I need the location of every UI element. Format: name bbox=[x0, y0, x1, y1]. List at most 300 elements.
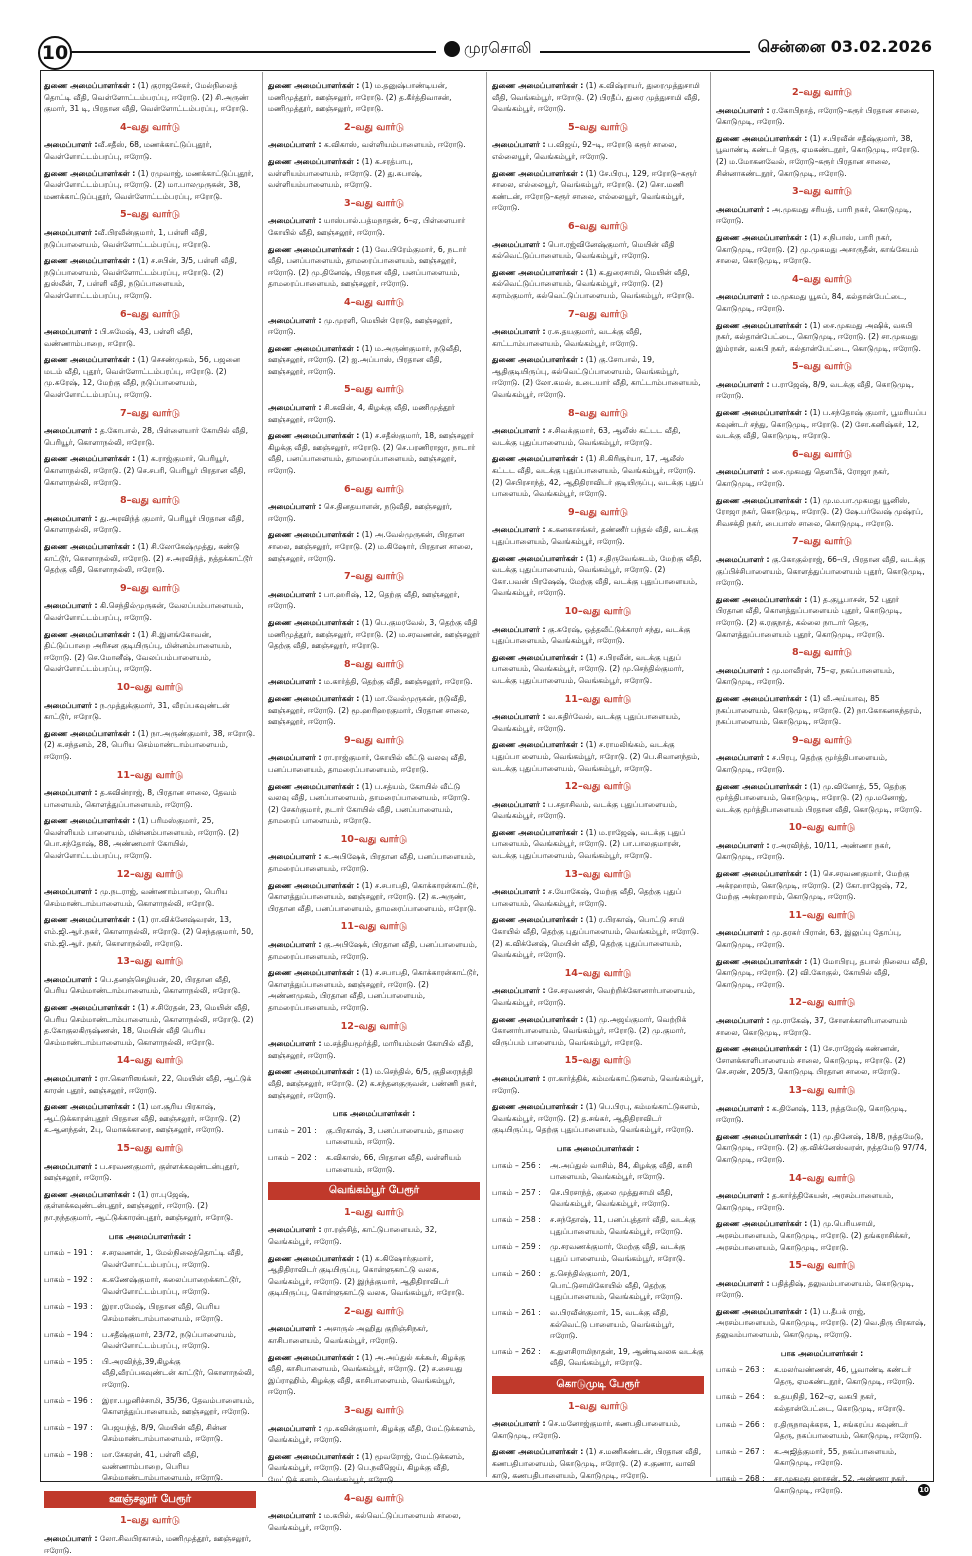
ward-heading: 10–வது வார்டு bbox=[788, 822, 856, 834]
role-label: துணை அமைப்பாளர்கள் : bbox=[716, 781, 808, 791]
member-entry bbox=[44, 1073, 256, 1096]
role-label: துணை அமைப்பாளர்கள் : bbox=[492, 553, 584, 563]
booth-address: பி.அரவிந்த்,39,கிழக்கு வீதி,வீரப்பகவுண்டன் காட்டூர், கொளாநல்லி, ஈரோடு. bbox=[102, 1356, 255, 1390]
member-details: (1) செசண்முகம், 56, பஜனை மடம் வீதி, புதூர், வெள்ளோட்டம்பரப்பு, ஈரோடு. (2) மு.சுரேஷ், 12, மேற்கு வீதி, நடுப்பாளையம், வெள்ளோட்டம்பரப்பு, ஈரோடு. bbox=[44, 355, 241, 400]
member-details: (1) ப.சந்தோஷ் குமார், பூமரியப்ப கவுண்டர் சந்து, கொடுமுடி, ஈரோடு. (2) சோ.கனிஷ்கர், 12, வடக்கு வீதி, கொடுமுடி, ஈரோடு. bbox=[716, 408, 927, 441]
role-label: அமைப்பாளர் : bbox=[716, 840, 770, 850]
booth-subheading: பாக அமைப்பாளர்கள் : bbox=[332, 1109, 416, 1119]
booth-entry bbox=[492, 1346, 704, 1369]
booth-address: க.கணேஷ்குமார், கலைப்பாறைக்காட்டூர், வெள்ளோட்டம்பரப்பு, ஈரோடு. bbox=[102, 1275, 242, 1296]
ward-heading: 6–வது வார்டு bbox=[791, 448, 853, 460]
masthead-logo bbox=[436, 39, 540, 59]
column-3 bbox=[492, 80, 704, 1480]
member-details: ப.ராஜேஷ், 8/9, வடக்கு வீதி, கொடுமுடி, ஈரோடு. bbox=[716, 379, 914, 401]
member-details: (1) சி.கிரிசூர்யா, 17, ஆலீஸ் கட்டட வீதி, வடக்கு புதுப்பாளையம், வெங்கம்பூர், ஈரோடு. (2) செபிரசாந்த், 42, ஆதிதிராவிடர் குடியிருப்பு, வடக்கு புதுப் பாளையம், வெங்கம்பூர், ஈரோடு. bbox=[492, 454, 704, 499]
ward-heading: 13–வது வார்டு bbox=[788, 1084, 856, 1096]
member-entry bbox=[44, 886, 256, 909]
role-label: அமைப்பாளர் : bbox=[44, 227, 98, 237]
role-label: துணை அமைப்பாளர்கள் : bbox=[492, 355, 584, 365]
booth-label: பாகம் – 192 : bbox=[44, 1275, 93, 1285]
ward-heading: 4–வது வார்டு bbox=[791, 273, 853, 285]
ward-heading: 5–வது வார்டு bbox=[567, 121, 629, 133]
member-details: ப.சரவணகுமார், குள்ளக்கவுண்டன்புதூர், ஊஞ்சலூர், ஈரோடு. bbox=[44, 1161, 240, 1183]
member-entry bbox=[44, 255, 256, 301]
role-label: துணை அமைப்பாளர்கள் : bbox=[492, 652, 584, 662]
role-label: துணை அமைப்பாளர்கள் : bbox=[44, 629, 136, 639]
role-label: துணை அமைப்பாளர்கள் : bbox=[44, 542, 136, 551]
role-label: துணை அமைப்பாளர்கள் : bbox=[44, 1003, 136, 1012]
booth-address: த.செந்தில்குமார், 20/1, பொட்டுசாமிகோயில் வீதி, தெற்கு புதுப்பாளையம், வெங்கம்பூர், ஈரோடு. bbox=[550, 1269, 683, 1302]
role-label: துணை அமைப்பாளர்கள் : bbox=[268, 431, 360, 441]
booth-entry bbox=[268, 1125, 480, 1148]
member-details: (1) ச.சதீஸ்குமார், 18, ஊஞ்சலூர் கிழக்கு வீதி, ஊஞ்சலூர், ஈரோடு. (2) செ.பரணிராஜா, நாடார் வீதி, பனப்பாளையம், தாமரைப்பாளையம், ஊஞ்சலூர், ஈரோடு. bbox=[268, 431, 476, 476]
booth-label: பாகம் – 267 : bbox=[716, 1446, 765, 1456]
member-details: (1) வே.பிரேம்குமார், 6, நடார் வீதி, பனப்பாளையம், தாமரைப்பாளையம், ஊஞ்சலூர், ஈரோடு. (2) மு.தினேஷ், பிரதான வீதி, பனப்பாளையம், தாமரைப்பாளையம், ஊஞ்சலூர், ஈரோடு. bbox=[268, 244, 467, 289]
role-label: அமைப்பாளர் : bbox=[268, 1423, 322, 1433]
booth-entry bbox=[44, 1449, 256, 1484]
member-entry bbox=[268, 244, 480, 290]
role-label: துணை அமைப்பாளர்கள் : bbox=[492, 1447, 584, 1457]
member-entry bbox=[492, 168, 704, 214]
member-entry bbox=[44, 787, 256, 810]
member-details: (1) க.சரத்பாபு, வள்ளியம்பாளையம், ஈரோடு. (2) து.சுபாஷ், வள்ளியம்பாளையம், ஈரோடு. bbox=[268, 156, 423, 190]
ward-heading: 4–வது வார்டு bbox=[343, 1492, 405, 1504]
booth-entry bbox=[44, 1247, 256, 1270]
booth-entry bbox=[492, 1307, 704, 1342]
member-entry bbox=[268, 1423, 480, 1446]
role-label: அமைப்பாளர் : bbox=[716, 105, 770, 115]
role-label: அமைப்பாளர் : bbox=[716, 1278, 770, 1288]
ward-heading: 14–வது வார்டு bbox=[564, 967, 632, 979]
member-entry bbox=[268, 343, 480, 378]
member-details: கு.அபிஷேக், பிரதான வீதி, பனப்பாளையம், தாமரைப்பாளையம், ஈரோடு. bbox=[268, 940, 478, 961]
member-entry bbox=[44, 80, 256, 115]
ward-heading: 12–வது வார்டு bbox=[564, 781, 632, 793]
ward-heading: 2–வது வார்டு bbox=[343, 1305, 405, 1317]
member-entry bbox=[44, 629, 256, 675]
member-entry bbox=[268, 1066, 480, 1101]
booth-label: பாகம் – 193 : bbox=[44, 1302, 93, 1312]
role-label: துணை அமைப்பாளர்கள் : bbox=[492, 267, 584, 277]
role-label: துணை அமைப்பாளர்கள் : bbox=[44, 816, 136, 826]
member-details: (1) ப.தீபக் ராஜ், அரசம்பாளையம், கொடுமுடி, ஈரோடு. (2) வெ.திரு பிரகாஷ், தலுவம்பாளையம், கொடுமுடி, ஈரோடு. bbox=[716, 1306, 926, 1340]
ward-heading: 9–வது வார்டு bbox=[791, 734, 853, 746]
role-label: அமைப்பாளர் : bbox=[268, 140, 322, 150]
column-2 bbox=[268, 80, 480, 1532]
column-divider bbox=[486, 72, 487, 1477]
ward-heading: 7–வது வார்டு bbox=[791, 536, 853, 548]
member-details: மு.ராகேஷ், 37, சோளக்காளிபாளையம் சாலை, கொடுமுடி, ஈரோடு. bbox=[716, 1016, 908, 1037]
member-entry bbox=[44, 700, 256, 723]
member-entry bbox=[268, 693, 480, 728]
booth-label: பாகம் – 197 : bbox=[44, 1422, 93, 1432]
member-details: மு.மாவீரன், 75–ஏ, நகப்பாளையம், கொடுமுடி, ஈரோடு. bbox=[716, 665, 895, 687]
ward-heading: 4–வது வார்டு bbox=[119, 121, 181, 133]
booth-label: பாகம் – 202 : bbox=[268, 1152, 317, 1162]
member-details: அ.முகமது சரியத், பாரி நகர், கொடுமுடி, ஈரோடு. bbox=[716, 204, 912, 226]
role-label: அமைப்பாளர் : bbox=[44, 327, 98, 337]
role-label: அமைப்பாளர் : bbox=[44, 788, 98, 798]
role-label: துணை அமைப்பாளர்கள் : bbox=[268, 1352, 360, 1362]
page-header bbox=[0, 0, 972, 66]
member-details: ரா.ரஞ்சித், காட்டுபாளையம், 32, வெங்கம்பூர், ஈரோடு. bbox=[268, 1225, 437, 1246]
member-details: வீ.சதீஸ், 68, மணக்காட்டுப்புதூர், வெள்ளோட்டம்பரப்பு, ஈரோடு. bbox=[44, 140, 212, 161]
member-details: ம.சத்தியமூர்த்தி, மாரியம்மன் கோயில் வீதி, ஊஞ்சலூர், ஈரோடு. bbox=[268, 1039, 474, 1060]
member-entry bbox=[716, 927, 928, 950]
member-entry bbox=[492, 553, 704, 599]
role-label: அமைப்பாளர் : bbox=[492, 239, 546, 249]
member-details: த.கவின்ராஜ், 8, பிரதான சாலை, தேவம் பாளையம், கொளத்துப்பாளையம், ஈரோடு. bbox=[44, 788, 237, 809]
booth-address: கு.பிரகாஷ், 3, பனப்பாளையம், தாமரை பாளையம், ஈரோடு. bbox=[326, 1125, 464, 1147]
booth-entry bbox=[268, 1152, 480, 1175]
booth-address: க.விகாஸ், 66, பிரதான வீதி, வள்ளியம் பாளையம், ஈரோடு. bbox=[326, 1152, 462, 1174]
ward-heading: 1–வது வார்டு bbox=[567, 1400, 629, 1412]
member-details: (1) ச.சபாபதி, கொக்காரன்காட்டூர், கொளத்துப்பாளையம், ஊஞ்சலூர், ஈரோடு. (2) அண்ணமுகம், பிரதான வீதி, பனப்பாளையம், தாமரைப்பாளையம், ஈரோடு. bbox=[268, 968, 479, 1012]
role-label: அமைப்பாளர் : bbox=[268, 852, 322, 862]
member-details: பொ.ரஜ்வினேஷ்குமார், மெயின் வீதி கல்வெட்டுப்பாளையம், வெங்கம்பூர், ஈரோடு. bbox=[492, 239, 675, 261]
role-label: அமைப்பாளர் : bbox=[716, 1103, 770, 1113]
member-entry bbox=[492, 914, 704, 960]
member-entry bbox=[716, 840, 928, 863]
member-entry bbox=[268, 529, 480, 564]
member-details: ச.பிரபு, தெற்கு மூர்த்திபாளையம், கொடுமுடி, ஈரோடு. bbox=[716, 753, 888, 774]
member-details: (1) மு.ம.பா.முகமது யூனிஸ், ரோஜா நகர், கொடுமுடி, ஈரோடு. (2) ஷே.பர்வேஷ் முஷ்ரப், சிவசக்தி நகர், பைபாஸ் சாலை, கொடுமுடி, ஈரோடு. bbox=[716, 495, 924, 528]
member-details: கி.செந்தில்முருகன், வேலப்பம்பாளையம், வெள்ளோட்டம்பரப்பு, ஈரோடு. bbox=[44, 601, 244, 622]
member-entry bbox=[716, 752, 928, 775]
role-label: துணை அமைப்பாளர்கள் : bbox=[268, 530, 360, 540]
role-label: துணை அமைப்பாளர்கள் : bbox=[716, 133, 808, 143]
booth-entry bbox=[44, 1301, 256, 1324]
member-details: ர.அரவிந்த், 10/11, அண்ணா நகர், கொடுமுடி, ஈரோடு. bbox=[716, 840, 891, 862]
booth-label: பாகம் – 194 : bbox=[44, 1329, 93, 1339]
role-label: துணை அமைப்பாளர்கள் : bbox=[716, 408, 808, 418]
role-label: அமைப்பாளர் : bbox=[492, 1419, 546, 1429]
member-details: (1) ச.நிபாஸ், பாரி நகர், கொடுமுடி, ஈரோடு. (2) மு.முகமது அசாருதீன், காங்கேயம் சாலை, கொடுமுடி, ஈரோடு. bbox=[716, 232, 919, 266]
section-banner: வெங்கம்பூர் பேரூர் bbox=[268, 1182, 480, 1200]
section-banner: கொடுமுடி பேரூர் bbox=[492, 1376, 704, 1394]
role-label: துணை அமைப்பாளர்கள் : bbox=[492, 827, 584, 837]
ward-heading: 3–வது வார்டு bbox=[343, 1405, 405, 1417]
role-label: அமைப்பாளர் : bbox=[716, 1191, 770, 1201]
booth-address: க.துளசிராமிநாதன், 19, ஆண்டிவலசு வடக்கு வீதி, வெங்கம்பூர், ஈரோடு. bbox=[550, 1346, 704, 1368]
role-label: அமைப்பாளர் : bbox=[268, 677, 322, 687]
member-entry bbox=[716, 133, 928, 179]
member-entry bbox=[716, 1015, 928, 1038]
member-details: மு.முரளி, மெயின் ரோடு, ஊஞ்சலூர், ஈரோடு. bbox=[268, 315, 453, 337]
role-label: அமைப்பாளர் : bbox=[268, 589, 322, 599]
member-details: பா.ஹரிஷ், 12, தெற்கு வீதி, ஊஞ்சலூர், ஈரோடு. bbox=[268, 589, 460, 611]
booth-label: பாகம் – 266 : bbox=[716, 1419, 765, 1429]
ward-heading: 13–வது வார்டு bbox=[116, 956, 184, 968]
member-details: (1) ம.தனுஷ்பாண்டியன், மணிமுத்தூர், ஊஞ்சலூர், ஈரோடு. (2) த.கீர்த்திவாசன், மணிமுத்தூர், ஊஞ்சலூர், ஈரோடு. bbox=[268, 81, 452, 114]
role-label: அமைப்பாளர் : bbox=[44, 700, 98, 710]
member-entry bbox=[716, 320, 928, 355]
role-label: துணை அமைப்பாளர்கள் : bbox=[492, 168, 584, 178]
role-label: துணை அமைப்பாளர்கள் : bbox=[716, 956, 808, 966]
ward-heading: 6–வது வார்டு bbox=[119, 308, 181, 320]
member-entry bbox=[492, 1418, 704, 1441]
ward-heading: 14–வது வார்டு bbox=[788, 1172, 856, 1184]
member-details: ந.முத்துக்குமார், 31, வீரப்பகவுண்டன் காட்டூர், ஈரோடு. bbox=[44, 700, 230, 722]
member-entry bbox=[716, 105, 928, 128]
member-entry bbox=[268, 676, 480, 688]
section-banner: ஊஞ்சலூர் பேரூர் bbox=[44, 1491, 256, 1509]
ward-heading: 10–வது வார்டு bbox=[564, 605, 632, 617]
booth-label: பாகம் – 264 : bbox=[716, 1392, 765, 1402]
member-entry bbox=[492, 239, 704, 262]
booth-label: பாகம் – 263 : bbox=[716, 1365, 765, 1375]
ward-heading: 11–வது வார்டு bbox=[340, 921, 408, 933]
role-label: அமைப்பாளர் : bbox=[492, 426, 546, 436]
booth-label: பாகம் – 195 : bbox=[44, 1356, 93, 1366]
ward-heading: 11–வது வார்டு bbox=[788, 909, 856, 921]
member-details: (1) மு.பெரியசாமி, அரசம்பாளையம், கொடுமுடி, ஈரோடு. (2) தங்கராசிக்கர், அரசம்பாளையம், கொடுமுடி, ஈரோடு. bbox=[716, 1219, 911, 1252]
column-divider bbox=[262, 72, 263, 1477]
role-label: துணை அமைப்பாளர்கள் : bbox=[716, 1131, 808, 1141]
role-label: துணை அமைப்பாளர்கள் : bbox=[716, 320, 808, 330]
member-entry bbox=[492, 80, 704, 115]
member-details: (1) குராஜசேகர், மேல்நிலைத் தொட்டி வீதி, வெள்ளோட்டம்பரப்பு, ஈரோடு. (2) சி.அருண் குமார், 31 டி, பிரதான வீதி, வெள்ளோட்டம்பரப்பு, ஈரோடு. bbox=[44, 81, 249, 114]
ward-heading: 5–வது வார்டு bbox=[343, 384, 405, 396]
booth-subheading: பாக அமைப்பாளர்கள் : bbox=[780, 1348, 864, 1358]
role-label: அமைப்பாளர் : bbox=[492, 887, 546, 897]
member-details: ரா.கார்த்திக், கம்மங்காட்டுகளம், வெங்கம்பூர், ஈரோடு. bbox=[492, 1073, 704, 1095]
member-entry bbox=[44, 168, 256, 203]
role-label: அமைப்பாளர் : bbox=[716, 665, 770, 675]
booth-subheading: பாக அமைப்பாளர்கள் : bbox=[108, 1231, 192, 1241]
member-details: (1) ச.பிரவீன் சதீஷ்குமார், 38, பூவாண்டி கண்டர் தெரு, ஏமகண்டநூர், கொடுமுடி, ஈரோடு. (2) ம.மோகனவேல், ஈரோடு–கரூர் பிரதான சாலை, சின்னாகண்டநூர், கொடுமுடி, ஈரோடு. bbox=[716, 133, 920, 178]
booth-address: மா.சேகரன், 41, பள்ளி வீதி, வண்ணாம்பாறை, பெரிய செம்மாண்டாம்பாளையம், ஈரோடு. bbox=[102, 1450, 224, 1483]
member-details: (1) மு.தினேஷ், 18/8, நத்தமேடு, கொடுமுடி, ஈரோடு. (2) கு.விக்னேஸ்வரன், நத்தமேடு 97/74, கொடுமுடி, ஈரோடு. bbox=[716, 1131, 927, 1164]
ward-heading: 7–வது வார்டு bbox=[343, 571, 405, 583]
paper-name: முரசொலி bbox=[464, 39, 532, 57]
role-label: துணை அமைப்பாளர்கள் : bbox=[268, 880, 360, 890]
member-entry bbox=[492, 425, 704, 448]
member-entry bbox=[44, 1002, 256, 1048]
ward-heading: 10–வது வார்டு bbox=[116, 681, 184, 693]
ward-heading: 15–வது வார்டு bbox=[116, 1142, 184, 1154]
ward-heading: 14–வது வார்டு bbox=[116, 1055, 184, 1067]
ward-heading: 8–வது வார்டு bbox=[343, 658, 405, 670]
role-label: அமைப்பாளர் : bbox=[268, 753, 322, 763]
member-entry bbox=[492, 1014, 704, 1049]
member-entry bbox=[492, 139, 704, 162]
booth-label: பாகம் – 256 : bbox=[492, 1160, 541, 1170]
ward-heading: 6–வது வார்டு bbox=[567, 220, 629, 232]
member-details: (1) ச.சிரேதன், 23, மெயின் வீதி, பெரிய செம்மாண்டாம்பாளையம், கொளாநல்லி, ஈரோடு. (2) த.கோகுலகிருஷ்ணன், 18, மெயின் வீதி பெரிய செம்மாண்டாம்பாளையம், கொளாநல்லி, ஈரோடு. bbox=[44, 1003, 254, 1047]
role-label: அமைப்பாளர் : bbox=[44, 1073, 98, 1083]
member-entry bbox=[716, 379, 928, 402]
ward-heading: 5–வது வார்டு bbox=[791, 361, 853, 373]
role-label: துணை அமைப்பாளர்கள் : bbox=[492, 454, 584, 464]
member-entry bbox=[268, 430, 480, 476]
role-label: அமைப்பாளர் : bbox=[716, 467, 770, 477]
member-details: க.கனகாசங்கர், தண்ணீர் பந்தல் வீதி, வடக்கு புதுப்பாளையம், வெங்கம்பூர், ஈரோடு. bbox=[492, 525, 699, 546]
member-details: ச.சிவக்குமார், 63, ஆலீஸ் கட்டட வீதி, வடக்கு புதுப்பாளையம், வெங்கம்பூர், ஈரோடு. bbox=[492, 426, 681, 447]
ward-heading: 3–வது வார்டு bbox=[791, 186, 853, 198]
member-entry bbox=[268, 80, 480, 115]
booth-entry bbox=[716, 1419, 928, 1442]
member-details: செ.மனோஜ்குமார், கணபதிபாளையம், கொடுமுடி, ஈரோடு. bbox=[492, 1419, 681, 1440]
member-details: (1) மூவரோஜ், மேட்டுக்களம், வெங்கம்பூர், ஈரோடு. (2) பெ.நவீஜெய், கிழக்கு வீதி, மேட்டுக் களம், வெங்கம்பூர், ஈரோடு. bbox=[268, 1451, 465, 1484]
column-divider bbox=[710, 72, 711, 1477]
booth-address: க.மலர்வண்ணன், 46, பூவாண்டி கண்டர் தெரு, ஏமகண்டநூர், கொடுமுடி, ஈரோடு. bbox=[774, 1365, 915, 1386]
booth-label: பாகம் – 191 : bbox=[44, 1248, 93, 1258]
member-entry bbox=[492, 1073, 704, 1096]
booth-entry bbox=[44, 1329, 256, 1352]
member-entry bbox=[44, 326, 256, 349]
role-label: அமைப்பாளர் : bbox=[716, 204, 770, 214]
booth-address: பெஜயந்த், 8/9, மெயின் வீதி, சின்ன செம்மாண்டாம்பாளையம், ஈரோடு. bbox=[102, 1422, 227, 1444]
member-entry bbox=[716, 868, 928, 903]
role-label: அமைப்பாளர் : bbox=[492, 327, 546, 337]
member-entry bbox=[716, 204, 928, 227]
role-label: அமைப்பாளர் : bbox=[268, 1039, 322, 1049]
member-entry bbox=[492, 453, 704, 499]
member-details: (1) ச.ராமலிங்கம், வடக்கு புதுப்பா ளையம், வெங்கம்பூர், ஈரோடு. (2) பெ.சிவானந்தம், வடக்கு புதுப்பாளையம், வெங்கம்பூர், ஈரோடு. bbox=[492, 740, 700, 773]
member-entry bbox=[492, 1101, 704, 1136]
role-label: துணை அமைப்பாளர்கள் : bbox=[268, 244, 360, 254]
member-details: (1) மா.சூரிய பிரகாஷ், ஆட்டுக்காரன்புதூர் பிரதான வீதி, ஊஞ்சலூர், ஈரோடு. (2) க.ஆனந்தன், 2பு, மொகக்காரை, ஊஞ்சலூர், ஈரோடு. bbox=[44, 1102, 241, 1135]
booth-label: பாகம் – 258 : bbox=[492, 1214, 541, 1224]
member-details: (1) ரமுவாஜ், மணக்காட்டுப்புதூர், வெள்ளோட்டம்பரப்பு, ஈரோடு. (2) மா.பாலமுருகன், 38, மணக்காட்டுப்புதூர், வெள்ளோட்டம்பரப்பு, ஈரோடு. bbox=[44, 168, 254, 201]
role-label: அமைப்பாளர் : bbox=[716, 555, 770, 564]
role-label: துணை அமைப்பாளர்கள் : bbox=[268, 343, 360, 353]
member-entry bbox=[268, 501, 480, 524]
member-entry bbox=[44, 425, 256, 448]
ward-heading: 15–வது வார்டு bbox=[564, 1055, 632, 1067]
member-details: (1) க.துரைசாமி, மெயின் வீதி, கல்வெட்டுப்பாளையம், வெங்கம்பூர், ஈரோடு. (2) சுராம்குமார், கல்வெட்டுப்பாளையம், வெங்கம்பூர், ஈரோடு. bbox=[492, 267, 695, 300]
ward-heading: 8–வது வார்டு bbox=[567, 407, 629, 419]
role-label: அமைப்பாளர் : bbox=[716, 928, 770, 938]
logo-icon bbox=[444, 41, 460, 57]
member-entry bbox=[268, 139, 480, 151]
member-details: ரா.ராஜ்குமார், கோயில் வீட்டு வலவு வீதி, பனப்பாளையம், தாமரைப்பாளையம், ஈரோடு. bbox=[268, 753, 467, 774]
role-label: துணை அமைப்பாளர்கள் : bbox=[44, 454, 136, 464]
member-details: (1) த.குபூபாசன், 52 புதூர் பிரதான வீதி, கொளத்துப்பாளையம் புதூர், கொடுமுடி, ஈரோடு. (2) க.ரகுநாத், கல்லை நாடார் தெரு, கொளத்துப்பாளையம் புதூர், கொடுமுடி, ஈரோடு. bbox=[716, 594, 903, 639]
member-entry bbox=[492, 739, 704, 774]
member-entry bbox=[716, 1278, 928, 1301]
member-details: (1) ப.சத்யம், கோயில் வீட்டு வலவு வீதி, பனப்பாளையம், தாமரைப்பாளையம், ஈரோடு. (2) சேகர்குமார், நடார் கோயில் வீதி, பனப்பாளையம், தாமரைப் பாளையம், ஈரோடு. bbox=[268, 781, 471, 826]
role-label: அமைப்பாளர் : bbox=[492, 986, 546, 996]
member-entry bbox=[44, 1189, 256, 1224]
member-details: (1) ரா.விக்னேஷ்வரன், 13, எம்.ஜி.ஆர்.நகர், கொளாநல்லி, ஈரோடு. (2) செந்தகுமார், 50, எம்.ஜி.ஆர். நகர், கொளாநல்லி, ஈரோடு. bbox=[44, 915, 254, 948]
ward-heading: 11–வது வார்டு bbox=[116, 769, 184, 781]
role-label: துணை அமைப்பாளர்கள் : bbox=[44, 1189, 136, 1199]
role-label: துணை அமைப்பாளர்கள் : bbox=[268, 693, 360, 703]
ward-heading: 11–வது வார்டு bbox=[564, 693, 632, 705]
member-details: (1) பரிமஸ்குமார், 25, வெள்ளியம் பாளையம், மின்னம்பாளையம், ஈரோடு. (2) பொ.சந்தோஷ், 88, அண்ணமார் கோயில், வெள்ளோட்டம்பரப்பு, ஈரோடு. bbox=[44, 816, 239, 861]
member-entry bbox=[268, 1224, 480, 1247]
role-label: துணை அமைப்பாளர்கள் : bbox=[268, 1253, 360, 1263]
member-entry bbox=[268, 1510, 480, 1533]
booth-entry bbox=[44, 1422, 256, 1445]
role-label: துணை அமைப்பாளர்கள் : bbox=[492, 1014, 584, 1024]
member-entry bbox=[44, 1101, 256, 1136]
ward-heading: 9–வது வார்டு bbox=[343, 734, 405, 746]
member-entry bbox=[44, 974, 256, 997]
booth-address: இரா.ரமேஷ், பிரதான வீதி, பெரிய செம்மாண்டாம்பாளையம், ஈரோடு. bbox=[102, 1302, 224, 1324]
member-entry bbox=[716, 1131, 928, 1166]
member-details: க.அபிஷேக், பிரதான வீதி, பனப்பாளையம், தாமரைப்பாளையம், ஈரோடு. bbox=[268, 852, 476, 874]
member-entry bbox=[716, 232, 928, 267]
member-details: (1) நா.அருண்குமார், 38, ஈரோடு. (2) க.சந்தனம், 28, பெரிய செம்மாண்டாம்பாளையம், ஈரோடு. bbox=[44, 728, 256, 761]
role-label: துணை அமைப்பாளர்கள் : bbox=[716, 693, 808, 703]
member-entry bbox=[716, 665, 928, 688]
role-label: அமைப்பாளர் : bbox=[716, 379, 770, 389]
member-entry bbox=[716, 781, 928, 816]
member-details: செ.தினதயாளன், நடுவீதி, ஊஞ்சலூர், ஈரோடு. bbox=[268, 502, 453, 523]
member-details: (1) மு.வினோத், 55, தெற்கு மூர்த்திபாளையம், கொடுமுடி, ஈரோடு. (2) மு.மனோஜ், வடக்கு மூர்த்திபாளையம் பிரதான வீதி, கொடுமுடி, ஈரோடு. bbox=[716, 781, 923, 814]
member-details: (1) சே.பிரபு, 129, ஈரோடு–கரூர் சாலை, எல்லையூர், வெங்கம்பூர், ஈரோடு. (2) சொ.மணி கண்டன், ஈரோடு–கரூர் சாலை, எல்லையூர், வெங்கம்பூர், ஈரோடு. bbox=[492, 168, 697, 213]
booth-address: இரா.பழனிச்சாமி, 35/36, தேவம்பாளையம், கொளத்துப்பாளையம், ஊஞ்சலூர், ஈரோடு. bbox=[102, 1395, 255, 1417]
member-details: (1) ம.அருண்குமார், நடுவீதி, ஊஞ்சலூர், ஈரோடு. (2) ஐ.அப்பாஸ், பிரதான வீதி, ஊஞ்சலூர், ஈரோடு. bbox=[268, 343, 462, 376]
member-details: (1) ர.பிரகாஷ், பொட்டு சாமி கோயில் வீதி, தெற்கு புதுப்பாளையம், வெங்கம்பூர், ஈரோடு. (2) க.விக்னேஷ், மெயின் வீதி, தெற்கு புதுப்பாளையம், வெங்கம்பூர், ஈரோடு. bbox=[492, 915, 700, 960]
booth-label: பாகம் – 261 : bbox=[492, 1308, 541, 1318]
member-details: (1) சை.முகமது அஷிக், வசுபி நகர், கல்தான்பேட்டை, கொடுமுடி, ஈரோடு. (2) சா.முகமது இம்ரான், வசுபி நகர், கல்தான்பேட்டை, கொடுமுடி, ஈரோடு. bbox=[716, 320, 921, 353]
role-label: அமைப்பாளர் : bbox=[268, 1324, 322, 1334]
booth-label: பாகம் – 268 : bbox=[716, 1474, 765, 1483]
role-label: துணை அமைப்பாளர்கள் : bbox=[716, 594, 808, 604]
role-label: துணை அமைப்பாளர்கள் : bbox=[492, 1102, 584, 1112]
role-label: துணை அமைப்பாளர்கள் : bbox=[44, 728, 136, 738]
booth-label: பாகம் – 196 : bbox=[44, 1395, 93, 1405]
ward-heading: 1–வது வார்டு bbox=[343, 1206, 405, 1218]
member-details: (1) மு.அஜய்குமார், வெற்றிக் கோனார்பாளையம், வெங்கம்பூர், ஈரோடு. (2) மு.குமார், விருப்பம் பாளையம், வெங்கம்பூர், ஈரோடு. bbox=[492, 1014, 687, 1047]
member-entry bbox=[44, 513, 256, 536]
member-details: வ.சுதிர்வேல், வடக்கு புதுப்பாளையம், வெங்கம்பூர், ஈரோடு. bbox=[492, 712, 681, 733]
booth-entry bbox=[44, 1356, 256, 1391]
member-entry bbox=[44, 1533, 256, 1556]
member-entry bbox=[492, 624, 704, 647]
member-details: (1) ம.செந்தில், 6/5, குதிரைநத்தி வீதி, ஊஞ்சலூர், ஈரோடு. (2) க.சந்தனகுருவன், பண்ணி நகர், ஊஞ்சலூர், ஈரோடு. bbox=[268, 1067, 477, 1100]
member-details: (1) சி.இளங்கோவன், திட்டுப்பாறை அரிசன குடியிருப்பு, மின்னம்பாளையம், ஈரோடு. (2) செ.மோனீஷ், வேலப்பம்பாளையம், வெள்ளோட்டம்பரப்பு, ஈரோடு. bbox=[44, 629, 232, 674]
member-details: (1) க.ராஜ்குமார், பெரியூர், கொளாநல்லி, ஈரோடு. (2) செ.சபரி, பெரியூர் பிரதான வீதி, கொளாநல்லி, ஈரோடு. bbox=[44, 454, 246, 487]
member-details: ரா.கௌரிஸங்கர், 22, மெயின் வீதி, ஆட்டுக் காரன் புதூர், ஊஞ்சலூர், ஈரோடு. bbox=[44, 1073, 252, 1095]
member-details: ம.முகமது யூசுப், 84, கல்தான்பேட்டை, கொடுமுடி, ஈரோடு. bbox=[716, 292, 907, 313]
member-details: பி.சுமேஷ், 43, பள்ளி வீதி, வண்ணாம்பாறை, ஈரோடு. bbox=[44, 327, 193, 348]
booth-address: வ.பிரவீன்குமார், 15, வடக்கு வீதி, கல்வெட்டு பாளையம், வெங்கம்பூர், ஈரோடு. bbox=[550, 1308, 675, 1341]
role-label: துணை அமைப்பாளர்கள் : bbox=[716, 232, 808, 242]
role-label: அமைப்பாளர் : bbox=[492, 712, 546, 722]
role-label: துணை அமைப்பாளர்கள் : bbox=[716, 869, 808, 879]
member-entry bbox=[492, 827, 704, 862]
member-entry bbox=[268, 1323, 480, 1346]
member-details: சி.கவின், 4, கிழக்கு வீதி, மணிமுத்தூர் ஊஞ்சலூர், ஈரோடு. bbox=[268, 403, 456, 424]
role-label: துணை அமைப்பாளர்கள் : bbox=[268, 156, 360, 166]
member-details: (1) சே.ராஜேஷ் கண்ணன், சோளக்காளிபாளையம் சாலை, கொடுமுடி, ஈரோடு. (2) செ.சரண், 205/3, கொடுமுடி பிரதான சாலை, ஈரோடு. bbox=[716, 1044, 906, 1077]
member-details: கு.சுரேஷ், ஒத்தவீட்டுக்காரர் சந்து, வடக்கு புதுப்பாளையம், வெங்கம்பூர், ஈரோடு. bbox=[492, 624, 691, 646]
ward-heading: 7–வது வார்டு bbox=[567, 308, 629, 320]
member-details: அசாருல் அஹிது குறிஞ்சிநகர், காசிபாளையம், வெங்கம்பூர், ஈரோடு. bbox=[268, 1324, 429, 1346]
booth-address: ச.சரவணன், 1, மேல்நிலைத்தொட்டி வீதி, வெள்ளோட்டம்பரப்பு, ஈரோடு. bbox=[102, 1248, 244, 1269]
member-entry bbox=[492, 711, 704, 734]
member-details: (1) ச.சபாபதி, கொக்காரன்காட்டூர், கொளத்துப்பாளையம், ஊஞ்சலூர், ஈரோடு. (2) க.அருண், பிரதான வீதி, பனப்பாளையம், தாமரைப்பாளையம், ஈரோடு. bbox=[268, 880, 479, 913]
role-label: அமைப்பாளர் : bbox=[268, 1511, 322, 1521]
member-entry bbox=[716, 466, 928, 489]
booth-entry bbox=[492, 1160, 704, 1183]
role-label: அமைப்பாளர் : bbox=[716, 292, 770, 302]
booth-label: பாகம் – 201 : bbox=[268, 1125, 317, 1135]
member-details: லோ.சிவபிரகாசம், மணிமுத்தூர், ஊஞ்சலூர், ஈரோடு. bbox=[44, 1533, 252, 1555]
booth-entry bbox=[492, 1214, 704, 1237]
role-label: துணை அமைப்பாளர்கள் : bbox=[44, 355, 136, 365]
member-entry bbox=[44, 139, 256, 162]
role-label: துணை அமைப்பாளர்கள் : bbox=[716, 1044, 808, 1054]
role-label: அமைப்பாளர் : bbox=[44, 1161, 98, 1171]
member-entry bbox=[716, 495, 928, 530]
member-entry bbox=[268, 156, 480, 191]
